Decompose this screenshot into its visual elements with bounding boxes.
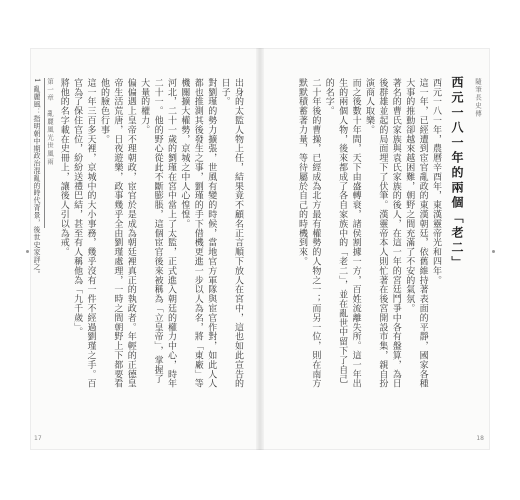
note-divider bbox=[44, 78, 45, 228]
chapter-title: 西元一八一年的兩個「老二」 bbox=[450, 76, 464, 271]
right-page bbox=[260, 48, 490, 450]
right-body bbox=[272, 78, 442, 390]
book-spread bbox=[30, 48, 490, 450]
footnote: 1 亂麗風：指明朝中期政治混亂的時代背景，後世史家評之。 bbox=[33, 78, 41, 278]
left-margin-dot bbox=[26, 250, 29, 253]
right-paragraph-4: 而之後數十年間，天下由盛轉衰，諸侯割據一方，百姓流離失所。這一年出生的兩個人物，後來都成了各自家族中的「老二」，並在亂世中留下了自己的名字。 bbox=[323, 78, 361, 389]
left-body bbox=[58, 78, 244, 390]
left-paragraph-5: 這一年三百多天裡，京城中的大小事務，幾乎沒有一件不經過劉瑾之手。百官為了保住官位，紛紛送禮巴結，甚至有人稱他為「九千歲」。 bbox=[72, 78, 96, 389]
left-paragraph-3: 河北，二十一歲的劉瑾在宮中當上了太監，正式進入朝廷的權力中心，時年二十一。他的野心從此不斷膨脹，這個宦官後來被稱為「立皇帝」，掌握了大量的權力。 bbox=[139, 78, 176, 389]
right-paragraph-3: 著名的曹氏家族與袁氏家族的後人，在這一年的宮廷鬥爭中各有盤算，為日後群雄並起的局面埋下了伏筆。漢靈帝本人則忙著在後宮開設市集，親自扮演商人取樂。 bbox=[363, 78, 401, 389]
right-page-number: 18 bbox=[476, 435, 484, 442]
left-page-number: 17 bbox=[34, 435, 42, 442]
right-margin-dot bbox=[492, 250, 495, 253]
right-paragraph-1: 西元一八一年，農曆辛酉年，東漢靈帝光和四年。 bbox=[431, 78, 441, 285]
left-page bbox=[30, 48, 260, 450]
left-running-head: 第一章 亂麗風光世風雨 bbox=[46, 78, 54, 166]
right-running-head: 隨筆長史傳 bbox=[474, 78, 482, 118]
right-paragraph-5: 二十年後的曹操，已經成為北方最有權勢的人物之一；而另一位，則在南方默默積蓄著力量，等待屬於自己的時機到來。 bbox=[296, 78, 321, 389]
left-paragraph-4: 偏偏遇上皇帝不理朝政，宦官於是成為朝廷裡真正的執政者。年輕的正德皇帝生活荒唐，日夜遊樂，政事幾乎全由劉瑾處理，一時之間朝野上下都要看他的臉色行事。 bbox=[98, 78, 136, 389]
left-paragraph-1: 出身的太監人物上任，結果竟不顧名正言順下放人在宮中，這也如此宣告的日子。 bbox=[219, 78, 243, 389]
left-closing-line: 將他的名字載在史冊上，讓後人引以為戒。 bbox=[58, 78, 69, 257]
left-paragraph-2: 對劉瑾的勢力擴張，世風有變的時候，當地官方軍隊與宦官作對，如此人人都也推測其後發生之事，劉瑾的手下借機更進一步以人為名，將「東廠」等機關擴大權勢，京城之中人心惶惶。 bbox=[179, 78, 217, 389]
right-paragraph-2: 這一年，已經遭到宦官亂政的東漢朝廷，依舊維持著表面的平靜，國家各種大事的推動卻越來越困難，朝野之間充滿了不安的氣氛。 bbox=[404, 78, 428, 389]
